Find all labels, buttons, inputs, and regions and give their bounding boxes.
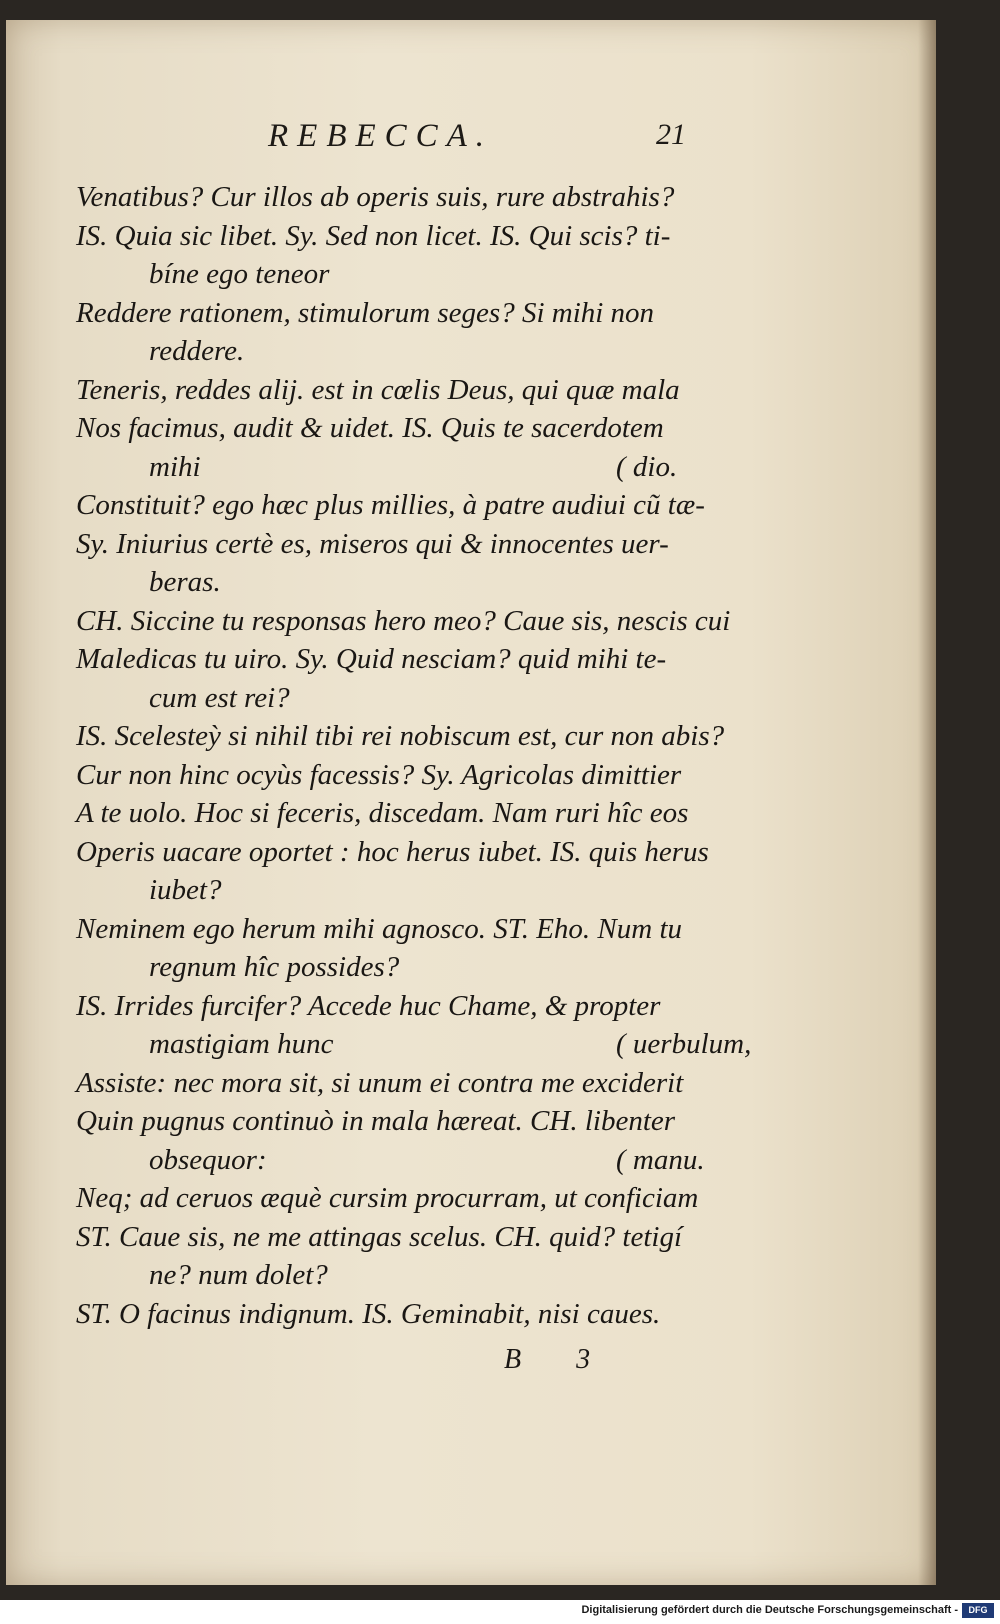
running-head: REBECCA.	[268, 118, 494, 154]
book-page	[6, 20, 936, 1585]
text-line	[6, 987, 936, 1026]
text-line	[6, 525, 936, 564]
text-line	[6, 371, 936, 410]
text-line-content: Assiste: nec mora sit, si unum ei contra me exciderit	[76, 1066, 684, 1099]
text-line-content: Neq; ad ceruos æquè cursim procurram, ut conficiam	[76, 1182, 699, 1214]
text-line-content: reddere.	[149, 335, 245, 367]
text-line-content: bíne ego teneor	[149, 258, 330, 290]
text-line	[6, 332, 936, 371]
dfg-logo: DFG	[962, 1603, 994, 1618]
text-line	[6, 409, 936, 448]
text-line	[6, 756, 936, 795]
text-line-content: IS. Quia sic libet. Sy. Sed non licet. IS. Qui scis? ti-	[76, 219, 671, 252]
text-line-content: Constituit? ego hæc plus millies, à patre audiui cũ tæ-	[76, 489, 705, 521]
page-header	[6, 118, 936, 158]
text-line-turnover: ( dio.	[616, 450, 678, 483]
text-line-content: ST. O facinus indignum. IS. Geminabit, nisi caues.	[76, 1297, 661, 1330]
text-line-content: obsequor:	[149, 1143, 267, 1176]
text-line	[6, 178, 936, 217]
text-line	[6, 1025, 936, 1064]
text-line-content: Quin pugnus continuò in mala hæreat. CH. libenter	[76, 1105, 676, 1137]
text-line	[6, 1141, 936, 1180]
text-line-content: CH. Siccine tu responsas hero meo? Caue sis, nescis cui	[76, 604, 731, 637]
text-line-content: Venatibus? Cur illos ab operis suis, rure abstrahis?	[76, 181, 675, 213]
text-line	[6, 833, 936, 872]
text-line-turnover: ( manu.	[616, 1143, 705, 1176]
funding-notice: Digitalisierung gefördert durch die Deutsche Forschungsgemeinschaft -	[581, 1604, 958, 1616]
text-line-content: iubet?	[149, 874, 222, 906]
text-line	[6, 794, 936, 833]
text-line-content: ST. Caue sis, ne me attingas scelus. CH. quid? tetigí	[76, 1220, 683, 1253]
text-line-content: Maledicas tu uiro. Sy. Quid nesciam? quid mihi te-	[76, 643, 667, 675]
text-line-turnover: ( uerbulum,	[616, 1028, 752, 1060]
text-line	[6, 1218, 936, 1257]
text-line	[6, 602, 936, 641]
text-line-content: Reddere rationem, stimulorum seges? Si mihi non	[76, 296, 655, 329]
text-line-content: Nos facimus, audit & uidet. IS. Quis te sacerdotem	[76, 412, 664, 444]
text-line-content: Neminem ego herum mihi agnosco. ST. Eho. Num tu	[76, 912, 682, 945]
text-line	[6, 448, 936, 487]
text-line	[6, 717, 936, 756]
text-line-content: regnum hîc possides?	[149, 951, 400, 983]
text-line-content: IS. Irrides furcifer? Accede huc Chame, & propter	[76, 989, 661, 1022]
text-line	[6, 563, 936, 602]
page-number: 21	[656, 118, 686, 151]
text-line	[6, 486, 936, 525]
text-line	[6, 1295, 936, 1334]
text-line-content: IS. Scelesteỳ si nihil tibi rei nobiscum est, cur non abis?	[76, 720, 725, 752]
printer-signature-mark: B 3	[504, 1344, 615, 1375]
text-line	[6, 1179, 936, 1218]
text-line-content: A te uolo. Hoc si feceris, discedam. Nam ruri hîc eos	[76, 797, 689, 829]
text-line-content: cum est rei?	[149, 681, 290, 714]
text-line	[6, 1064, 936, 1103]
text-line	[6, 910, 936, 949]
text-line	[6, 640, 936, 679]
text-line	[6, 217, 936, 256]
text-line-content: Operis uacare oportet : hoc herus iubet. IS. quis herus	[76, 835, 709, 868]
text-line	[6, 294, 936, 333]
text-line-content: beras.	[149, 566, 221, 598]
text-line	[6, 679, 936, 718]
footer-bar	[0, 1600, 1000, 1624]
verse-text-block	[6, 178, 936, 1333]
text-line	[6, 871, 936, 910]
text-line	[6, 948, 936, 987]
text-line-content: Teneris, reddes alij. est in cœlis Deus, qui quæ mala	[76, 373, 680, 406]
text-line-content: ne? num dolet?	[149, 1259, 328, 1291]
text-line-content: Cur non hinc ocyùs facessis? Sy. Agricolas dimittier	[76, 758, 682, 791]
text-line-content: Sy. Iniurius certè es, miseros qui & innocentes uer-	[76, 527, 669, 560]
text-line	[6, 255, 936, 294]
text-line	[6, 1102, 936, 1141]
text-line-content: mastigiam hunc	[149, 1028, 334, 1060]
text-line	[6, 1256, 936, 1295]
text-line-content: mihi	[149, 450, 201, 483]
